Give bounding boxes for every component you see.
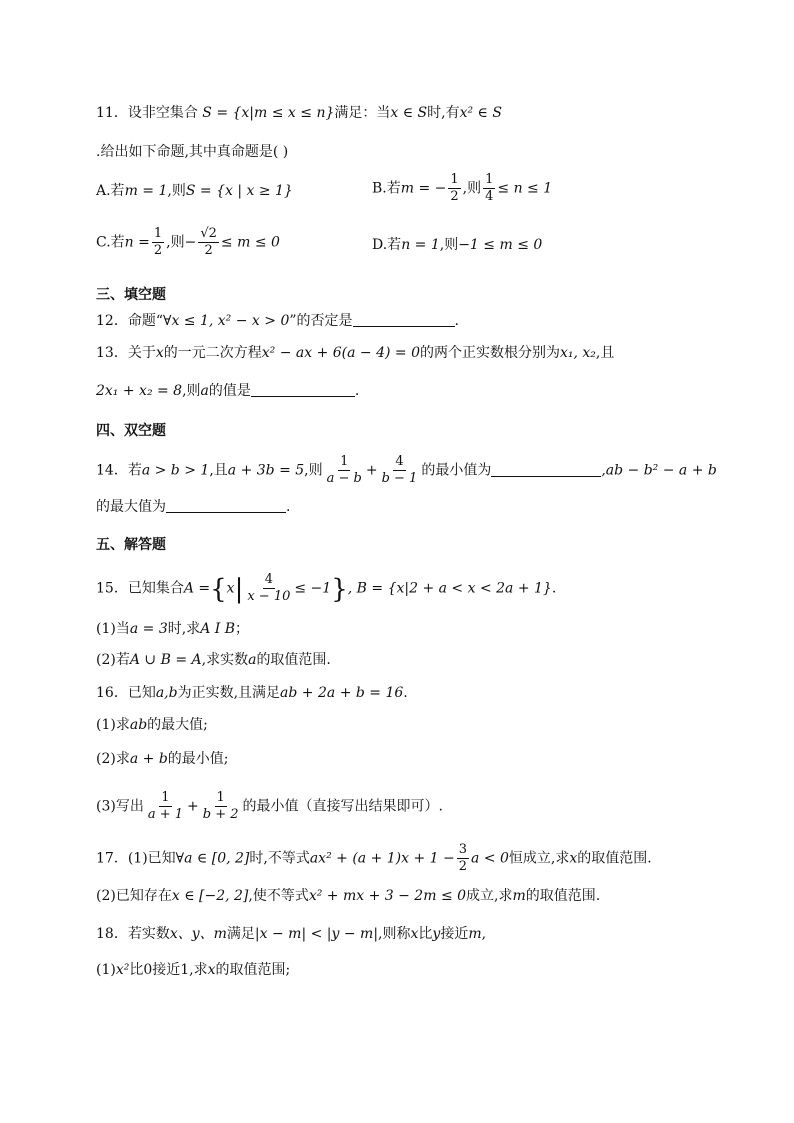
q11-cond1: x ∈ S <box>390 105 428 121</box>
q18-p1-end: 的取值范围; <box>215 962 291 978</box>
q11-set-def: S = {x|m ≤ x ≤ n} <box>202 105 335 121</box>
opt-c-label: C.若 <box>96 234 125 251</box>
q18-end: , <box>481 926 487 942</box>
q17-p2-m: m <box>512 888 526 904</box>
q14-cond2: a + 3b = 5 <box>227 462 305 479</box>
q11-line1 <box>96 104 502 122</box>
q17-p2-pre: (2)已知存在 <box>96 888 172 904</box>
q18-ineq: |x − m| < |y − m| <box>254 926 379 942</box>
frac-num: 1 <box>161 790 170 805</box>
q17-text: (1)已知 <box>127 850 176 867</box>
q17-x: x <box>569 850 578 867</box>
q15-b-set: , B = {x|2 + a < x < 2a + 1} <box>347 580 552 597</box>
opt-a-then: ,则 <box>167 183 186 199</box>
section-heading-double-blank: 四、双空题 <box>96 423 166 439</box>
frac-num: 1 <box>340 454 349 469</box>
q17-p2-end: 的取值范围. <box>525 888 601 904</box>
q11-option-c <box>96 226 280 259</box>
q14-text-2: ,且 <box>209 462 228 479</box>
q18-text: 若实数 <box>127 926 170 942</box>
q16-p2-math: a + b <box>129 751 168 767</box>
opt-a-cond: m = 1 <box>124 183 168 199</box>
q16-number: 16． <box>96 685 128 701</box>
q15-p2-math: A ∪ B = A <box>129 652 202 668</box>
q11-stem-text: .给出如下命题,其中真命题是( ) <box>96 144 289 160</box>
q16-p3-end: 的最小值（直接写出结果即可）. <box>242 798 443 815</box>
opt-c-then: ,则 <box>166 234 185 251</box>
q18-number: 18． <box>96 926 128 942</box>
left-brace: { <box>210 574 227 605</box>
q12-math: ∀x ≤ 1, x² − x > 0 <box>163 313 290 329</box>
q11-text-3: 时,有 <box>427 105 460 121</box>
q15-number: 15． <box>96 580 128 597</box>
frac-den: b + 2 <box>202 807 239 822</box>
opt-b-then: ,则 <box>462 180 482 197</box>
q11-stem <box>96 143 288 161</box>
q17-line1 <box>96 842 652 875</box>
q15-a-cond: ≤ −1 <box>294 580 332 597</box>
q14-end: . <box>286 499 291 515</box>
q14-frac2 <box>380 454 420 487</box>
q16-p3-frac1 <box>146 790 185 823</box>
section-heading-fill-blank: 三、填空题 <box>96 287 166 303</box>
q18-part1 <box>96 961 290 979</box>
q15-x: x <box>226 580 235 597</box>
q14-answer-blank-1[interactable] <box>491 462 601 477</box>
q18-p1-x: x <box>207 962 216 978</box>
q17-number: 17． <box>96 850 128 867</box>
q13-text-2: 的一元二次方程 <box>163 345 262 361</box>
q17-ineq2: a < 0 <box>471 850 509 867</box>
right-brace: } <box>331 574 348 605</box>
q15-p1-mid: 时,求 <box>167 621 201 637</box>
frac-den: 2 <box>450 189 459 204</box>
q18-p1-math: x² <box>115 962 130 978</box>
q13-x: x <box>155 345 164 361</box>
q14-expr: ,ab − b² − a + b <box>601 462 717 479</box>
q15-p2-pre: (2)若 <box>96 652 130 668</box>
q12-text-2: ”的否定是 <box>289 313 353 329</box>
frac-num: √2 <box>200 226 217 241</box>
q14-text: 若 <box>127 462 142 479</box>
q16-part1 <box>96 716 208 734</box>
opt-d-result: −1 ≤ m ≤ 0 <box>458 237 543 253</box>
q11-text-2: 满足：当 <box>334 105 391 121</box>
q12-number: 12． <box>96 313 128 329</box>
opt-a-result: S = {x | x ≥ 1} <box>185 183 293 199</box>
q15-part2 <box>96 651 331 669</box>
q14-answer-blank-2[interactable] <box>166 498 286 513</box>
q18-p1-mid: 比0接近1,求 <box>129 962 208 978</box>
q11-text: 设非空集合 <box>127 105 198 121</box>
frac-num: 1 <box>153 226 163 241</box>
opt-d-cond: n = 1 <box>401 237 440 253</box>
q18-text-3: ,则称 <box>378 926 411 942</box>
q13-text-4: ,且 <box>595 345 615 361</box>
q12-text: 命题“ <box>127 313 163 329</box>
frac-num: 3 <box>458 842 468 857</box>
frac-den: 2 <box>204 243 213 258</box>
q17-p2-ineq: x² + mx + 3 − 2m ≤ 0 <box>308 888 467 904</box>
q13-end: . <box>354 383 360 399</box>
q15-p1-math2: A I B <box>200 621 236 637</box>
q11-option-d <box>372 236 542 254</box>
q13-text-5: ,则 <box>182 383 201 399</box>
q14-number: 14． <box>96 462 128 479</box>
bar: | <box>234 574 244 605</box>
q18-text-5: 接近 <box>440 926 469 942</box>
q13-condition: 2x₁ + x₂ = 8 <box>96 383 183 399</box>
q16-text-2: 为正实数,且满足 <box>177 685 281 701</box>
q17-p2-cond: x ∈ [−2, 2] <box>171 888 249 904</box>
frac-den: 2 <box>458 859 468 874</box>
q13-text: 关于 <box>127 345 156 361</box>
q16-end: . <box>403 685 408 701</box>
q14-plus: + <box>365 462 378 479</box>
q18-p1-pre: (1) <box>96 962 116 978</box>
q15-part1 <box>96 620 249 638</box>
q12-answer-blank[interactable] <box>353 312 455 327</box>
q12-end: . <box>454 313 459 329</box>
opt-b-tail: ≤ n ≤ 1 <box>497 180 553 197</box>
frac-den: 4 <box>485 189 494 204</box>
section-heading-solve: 五、解答题 <box>96 537 166 553</box>
q15-a-left: A = <box>183 580 211 597</box>
opt-a-label: A.若 <box>96 183 125 199</box>
q13-line2 <box>96 382 359 400</box>
q13-text-6: 的值是 <box>208 383 251 399</box>
frac-num: 1 <box>450 172 459 187</box>
opt-d-then: ,则 <box>439 237 459 253</box>
q13-number: 13． <box>96 345 128 361</box>
frac-den: x − 10 <box>247 589 291 604</box>
frac-den: a + 1 <box>147 807 184 822</box>
opt-c-frac2 <box>198 226 219 259</box>
q16-p1-end: 的最大值; <box>147 717 208 733</box>
q14-text-4: 的最小值为 <box>421 462 492 479</box>
q11-option-b <box>372 172 552 205</box>
q17-part2 <box>96 887 600 905</box>
q15-p2-a: a <box>248 652 257 668</box>
opt-c-tail: ≤ m ≤ 0 <box>220 234 280 251</box>
q13-answer-blank[interactable] <box>251 382 355 397</box>
q16-line1 <box>96 684 408 702</box>
q14-cond1: a > b > 1 <box>141 462 210 479</box>
frac-num: 4 <box>395 454 404 469</box>
q11-cond2: x² ∈ S <box>459 105 502 121</box>
q17-text-3: 恒成立,求 <box>508 850 570 867</box>
q17-ineq1: ax² + (a + 1)x + 1 − <box>309 850 455 867</box>
q15-frac <box>245 572 292 605</box>
q13-equation: x² − ax + 6(a − 4) = 0 <box>261 345 420 361</box>
q16-p2-end: 的最小值; <box>167 751 229 767</box>
q15-p1-end: ； <box>235 621 250 637</box>
q15-p2-mid: ,求实数 <box>201 652 249 668</box>
q16-text: 已知 <box>127 685 156 701</box>
opt-b-label: B.若 <box>372 180 401 197</box>
q14-text-5: 的最大值为 <box>96 499 166 515</box>
q17-p2-mid: ,使不等式 <box>248 888 309 904</box>
q14-line1 <box>96 454 717 487</box>
q16-p1-pre: (1)求 <box>96 717 130 733</box>
q16-p3-frac2 <box>201 790 241 823</box>
q16-p2-pre: (2)求 <box>96 751 130 767</box>
q15-p1-pre: (1)当 <box>96 621 130 637</box>
q16-p3-pre: (3)写出 <box>96 798 144 815</box>
q15-p2-end: 的取值范围. <box>256 652 331 668</box>
q18-vars: x、y、m <box>169 926 227 942</box>
q13-a: a <box>200 383 209 399</box>
q18-x: x <box>410 926 419 942</box>
q16-p1-math: ab <box>129 717 148 733</box>
q16-equation: ab + 2a + b = 16 <box>280 685 404 701</box>
q14-line2 <box>96 498 290 516</box>
q12-line <box>96 312 459 330</box>
frac-den: b − 1 <box>381 471 418 486</box>
q15-text: 已知集合 <box>127 580 184 597</box>
q14-text-3: ,则 <box>304 462 323 479</box>
opt-b-frac1 <box>448 172 460 205</box>
frac-num: 1 <box>216 790 225 805</box>
q17-text-2: 时,不等式 <box>249 850 310 867</box>
q16-part2 <box>96 750 229 768</box>
opt-b-cond: m = − <box>400 180 447 197</box>
q16-part3 <box>96 790 443 823</box>
q18-y: y <box>432 926 441 942</box>
q16-p3-plus: + <box>187 798 199 815</box>
frac-den: a − b <box>326 471 362 486</box>
q17-cond: ∀a ∈ [0, 2] <box>175 850 250 867</box>
opt-c-cond: n = <box>124 234 150 251</box>
opt-b-frac2 <box>483 172 495 205</box>
q18-text-4: 比 <box>418 926 433 942</box>
frac-den: 2 <box>153 243 163 258</box>
q17-end: 的取值范围. <box>577 850 652 867</box>
q16-ab: a,b <box>155 685 178 701</box>
q18-text-2: 满足 <box>226 926 255 942</box>
q13-text-3: 的两个正实数根分别为 <box>420 345 560 361</box>
q17-frac <box>457 842 469 875</box>
q15-line1 <box>96 572 556 605</box>
q15-end: . <box>551 580 557 597</box>
q13-line1 <box>96 344 614 362</box>
q17-p2-mid2: 成立,求 <box>466 888 513 904</box>
q15-p1-math: a = 3 <box>129 621 168 637</box>
opt-c-minus: − <box>184 234 197 251</box>
opt-d-label: D.若 <box>372 237 402 253</box>
q18-m: m <box>468 926 482 942</box>
opt-c-frac1 <box>152 226 164 259</box>
q14-frac1 <box>325 454 364 487</box>
frac-num: 4 <box>264 572 273 587</box>
q11-number: 11． <box>96 105 128 121</box>
q11-option-a <box>96 182 293 200</box>
q18-line1 <box>96 925 486 943</box>
q13-roots: x₁, x₂ <box>560 345 596 361</box>
frac-num: 1 <box>485 172 494 187</box>
